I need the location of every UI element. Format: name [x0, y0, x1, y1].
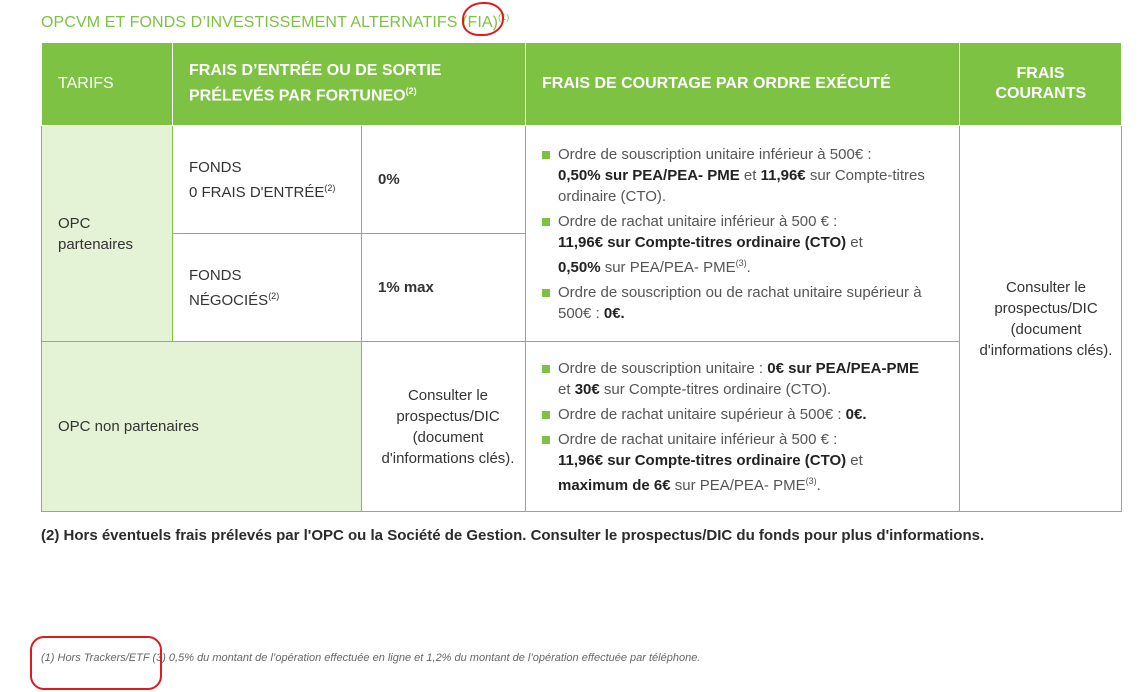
- fonds-negocies-line1: FONDS: [189, 266, 242, 284]
- fonds-negocies-value: 1% max: [362, 234, 526, 342]
- bullet-square-icon: [542, 436, 550, 444]
- frais-courants-text: Consulter le prospectus/DIC (document d'informations clés).: [979, 278, 1113, 359]
- opc-non-partenaires-frais-text: Consulter le prospectus/DIC (document d'informations clés).: [381, 386, 515, 467]
- header-tarifs: TARIFS: [42, 43, 173, 126]
- bullet-square-icon: [542, 151, 550, 159]
- list-item: Ordre de souscription ou de rachat unitaire supérieur à 500€ : 0€.: [542, 282, 943, 324]
- header-frais-courants: [960, 43, 1122, 126]
- page-title: [41, 14, 509, 32]
- header-frais-entree-sup: (2): [405, 86, 417, 97]
- courtage-partenaires-cell: [526, 126, 960, 342]
- fees-table: [41, 42, 1122, 512]
- bullet-square-icon: [542, 411, 550, 419]
- fonds-zero-frais-cell: [173, 126, 362, 234]
- footnote-annotation-circle: [30, 636, 162, 690]
- header-courtage: FRAIS DE COURTAGE PAR ORDRE EXÉCUTÉ: [526, 43, 960, 126]
- courtage-non-partenaires-list: [542, 358, 943, 496]
- fonds-zero-line2: 0 FRAIS D'ENTRÉE: [189, 183, 325, 201]
- page-title-sup: (1): [498, 12, 510, 22]
- fonds-negocies-line2: NÉGOCIÉS: [189, 291, 269, 309]
- opc-non-partenaires-label: OPC non partenaires: [42, 342, 362, 512]
- table-header-row: [42, 43, 1122, 126]
- bullet-square-icon: [542, 289, 550, 297]
- courtage-non-partenaires-cell: [526, 342, 960, 512]
- fonds-zero-value: 0%: [362, 126, 526, 234]
- title-annotation-circle: [462, 2, 504, 36]
- table-row: [42, 126, 1122, 234]
- header-frais-entree: [173, 43, 526, 126]
- bullet-square-icon: [542, 218, 550, 226]
- list-item: Ordre de rachat unitaire inférieur à 500 € : 11,96€ sur Compte-titres ordinaire (CTO) et 0,50% sur PEA/PEA- PME$^{(3)}$.: [542, 211, 943, 278]
- list-item: Ordre de rachat unitaire inférieur à 500 € : 11,96€ sur Compte-titres ordinaire (CTO) et maximum de 6€ sur PEA/PEA- PME$^{(3)}$.: [542, 429, 943, 496]
- note-2: (2) Hors éventuels frais prélevés par l'OPC ou la Société de Gestion. Consulter le prospectus/DIC du fonds pour plus d'informations.: [41, 527, 985, 544]
- list-item: Ordre de rachat unitaire supérieur à 500€ : 0€.: [542, 404, 943, 425]
- fonds-negocies-sup: (2): [268, 290, 280, 301]
- opc-partenaires-label: [42, 126, 173, 342]
- opc-non-partenaires-frais: [362, 342, 526, 512]
- frais-courants-cell: [960, 126, 1122, 512]
- header-frais-entree-text: FRAIS D’ENTRÉE OU DE SORTIE PRÉLEVÉS PAR FORTUNEO: [189, 62, 442, 105]
- page-title-text: OPCVM ET FONDS D’INVESTISSEMENT ALTERNATIFS (FIA): [41, 14, 499, 31]
- courtage-partenaires-list: [542, 144, 943, 324]
- bullet-square-icon: [542, 365, 550, 373]
- list-item: Ordre de souscription unitaire inférieur à 500€ : 0,50% sur PEA/PEA- PME et 11,96€ sur Compte-titres ordinaire (CTO).: [542, 144, 943, 207]
- opc-partenaires-text: OPC partenaires: [58, 214, 134, 253]
- fonds-negocies-cell: [173, 234, 362, 342]
- list-item: Ordre de souscription unitaire : 0€ sur PEA/PEA-PME et 30€ sur Compte-titres ordinaire (CTO).: [542, 358, 943, 400]
- footnote: (1) Hors Trackers/ETF (3) 0,5% du montant de l’opération effectuée en ligne et 1,2% du montant de l’opération effectuée par téléphone.: [41, 652, 701, 664]
- header-frais-courants-text: FRAIS COURANTS: [995, 65, 1087, 102]
- fonds-zero-line1: FONDS: [189, 158, 242, 176]
- fonds-zero-sup: (2): [324, 182, 336, 193]
